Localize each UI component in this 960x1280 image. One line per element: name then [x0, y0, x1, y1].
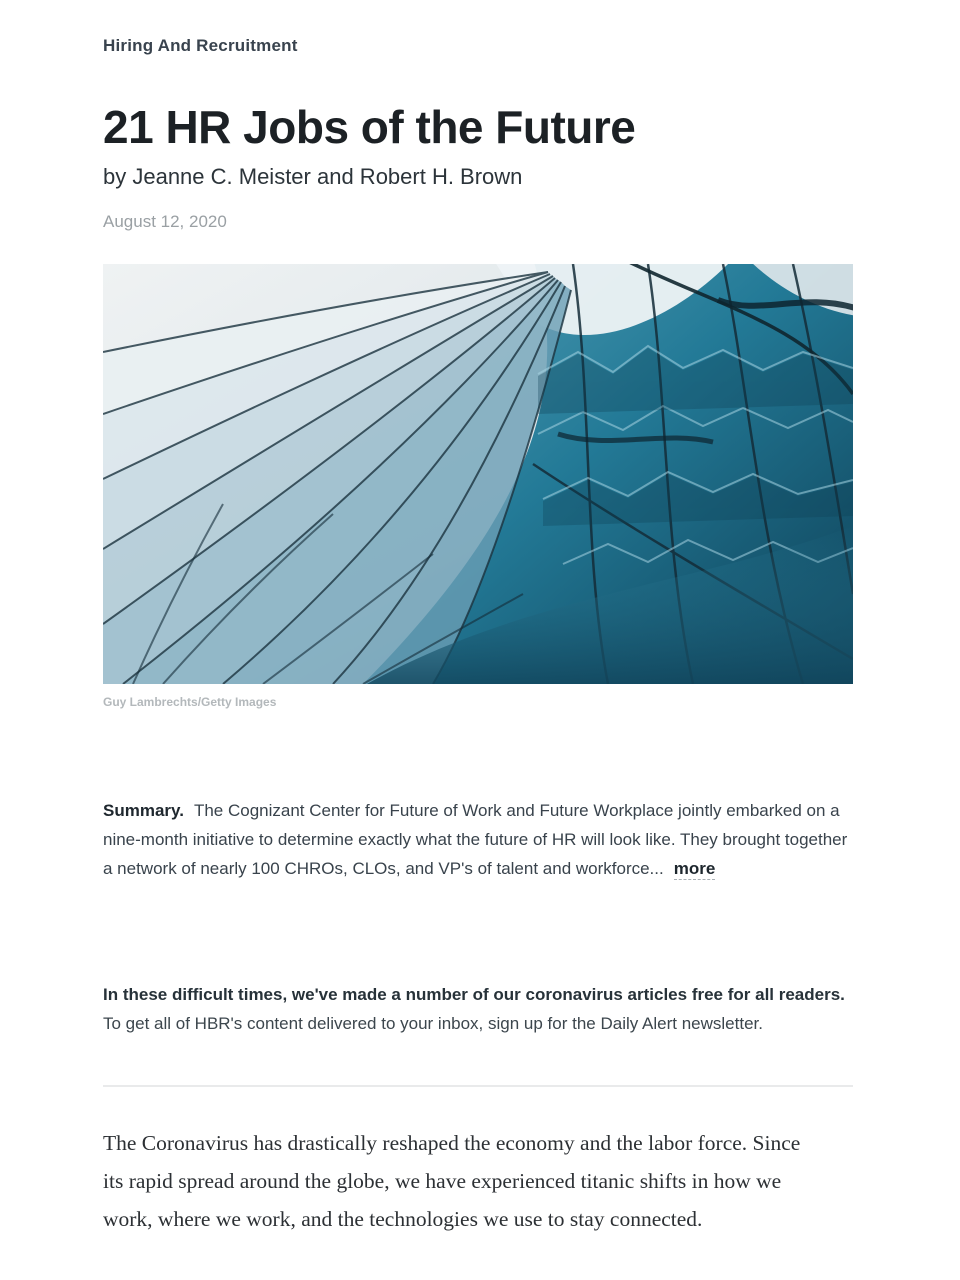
publish-date: August 12, 2020 — [103, 212, 227, 231]
body-paragraph: The Coronavirus has drastically reshaped the economy and the labor force. Since its rapid spread around the globe, we have experienced titanic shifts in how we work, where we work, and the technologies we use to stay connected. — [103, 1131, 801, 1231]
byline: by Jeanne C. Meister and Robert H. Brown — [103, 164, 523, 189]
article-title: 21 HR Jobs of the Future — [103, 101, 636, 153]
article — [103, 0, 855, 1238]
notice-regular-line: To get all of HBR's content delivered to your inbox, sign up for the Daily Alert newsletter. — [103, 1014, 763, 1033]
summary-text: The Cognizant Center for Future of Work and Future Workplace jointly embarked on a nine-month initiative to determine exactly what the future of HR will look like. They brought together a network of nearly 100 CHROs, CLOs, and VP's of talent and workforce... — [103, 801, 848, 878]
image-credit: Guy Lambrechts/Getty Images — [103, 695, 277, 709]
more-link[interactable]: more — [673, 859, 716, 878]
notice-bold-line: In these difficult times, we've made a number of our coronavirus articles free for all readers. — [103, 985, 845, 1004]
section-divider — [103, 1085, 853, 1087]
glass-facade-illustration — [103, 264, 853, 684]
summary-label: Summary. — [103, 801, 184, 820]
coronavirus-notice — [103, 980, 851, 1038]
category-link[interactable]: Hiring And Recruitment — [103, 36, 298, 55]
summary-paragraph — [103, 796, 851, 883]
hero-image — [103, 264, 853, 684]
